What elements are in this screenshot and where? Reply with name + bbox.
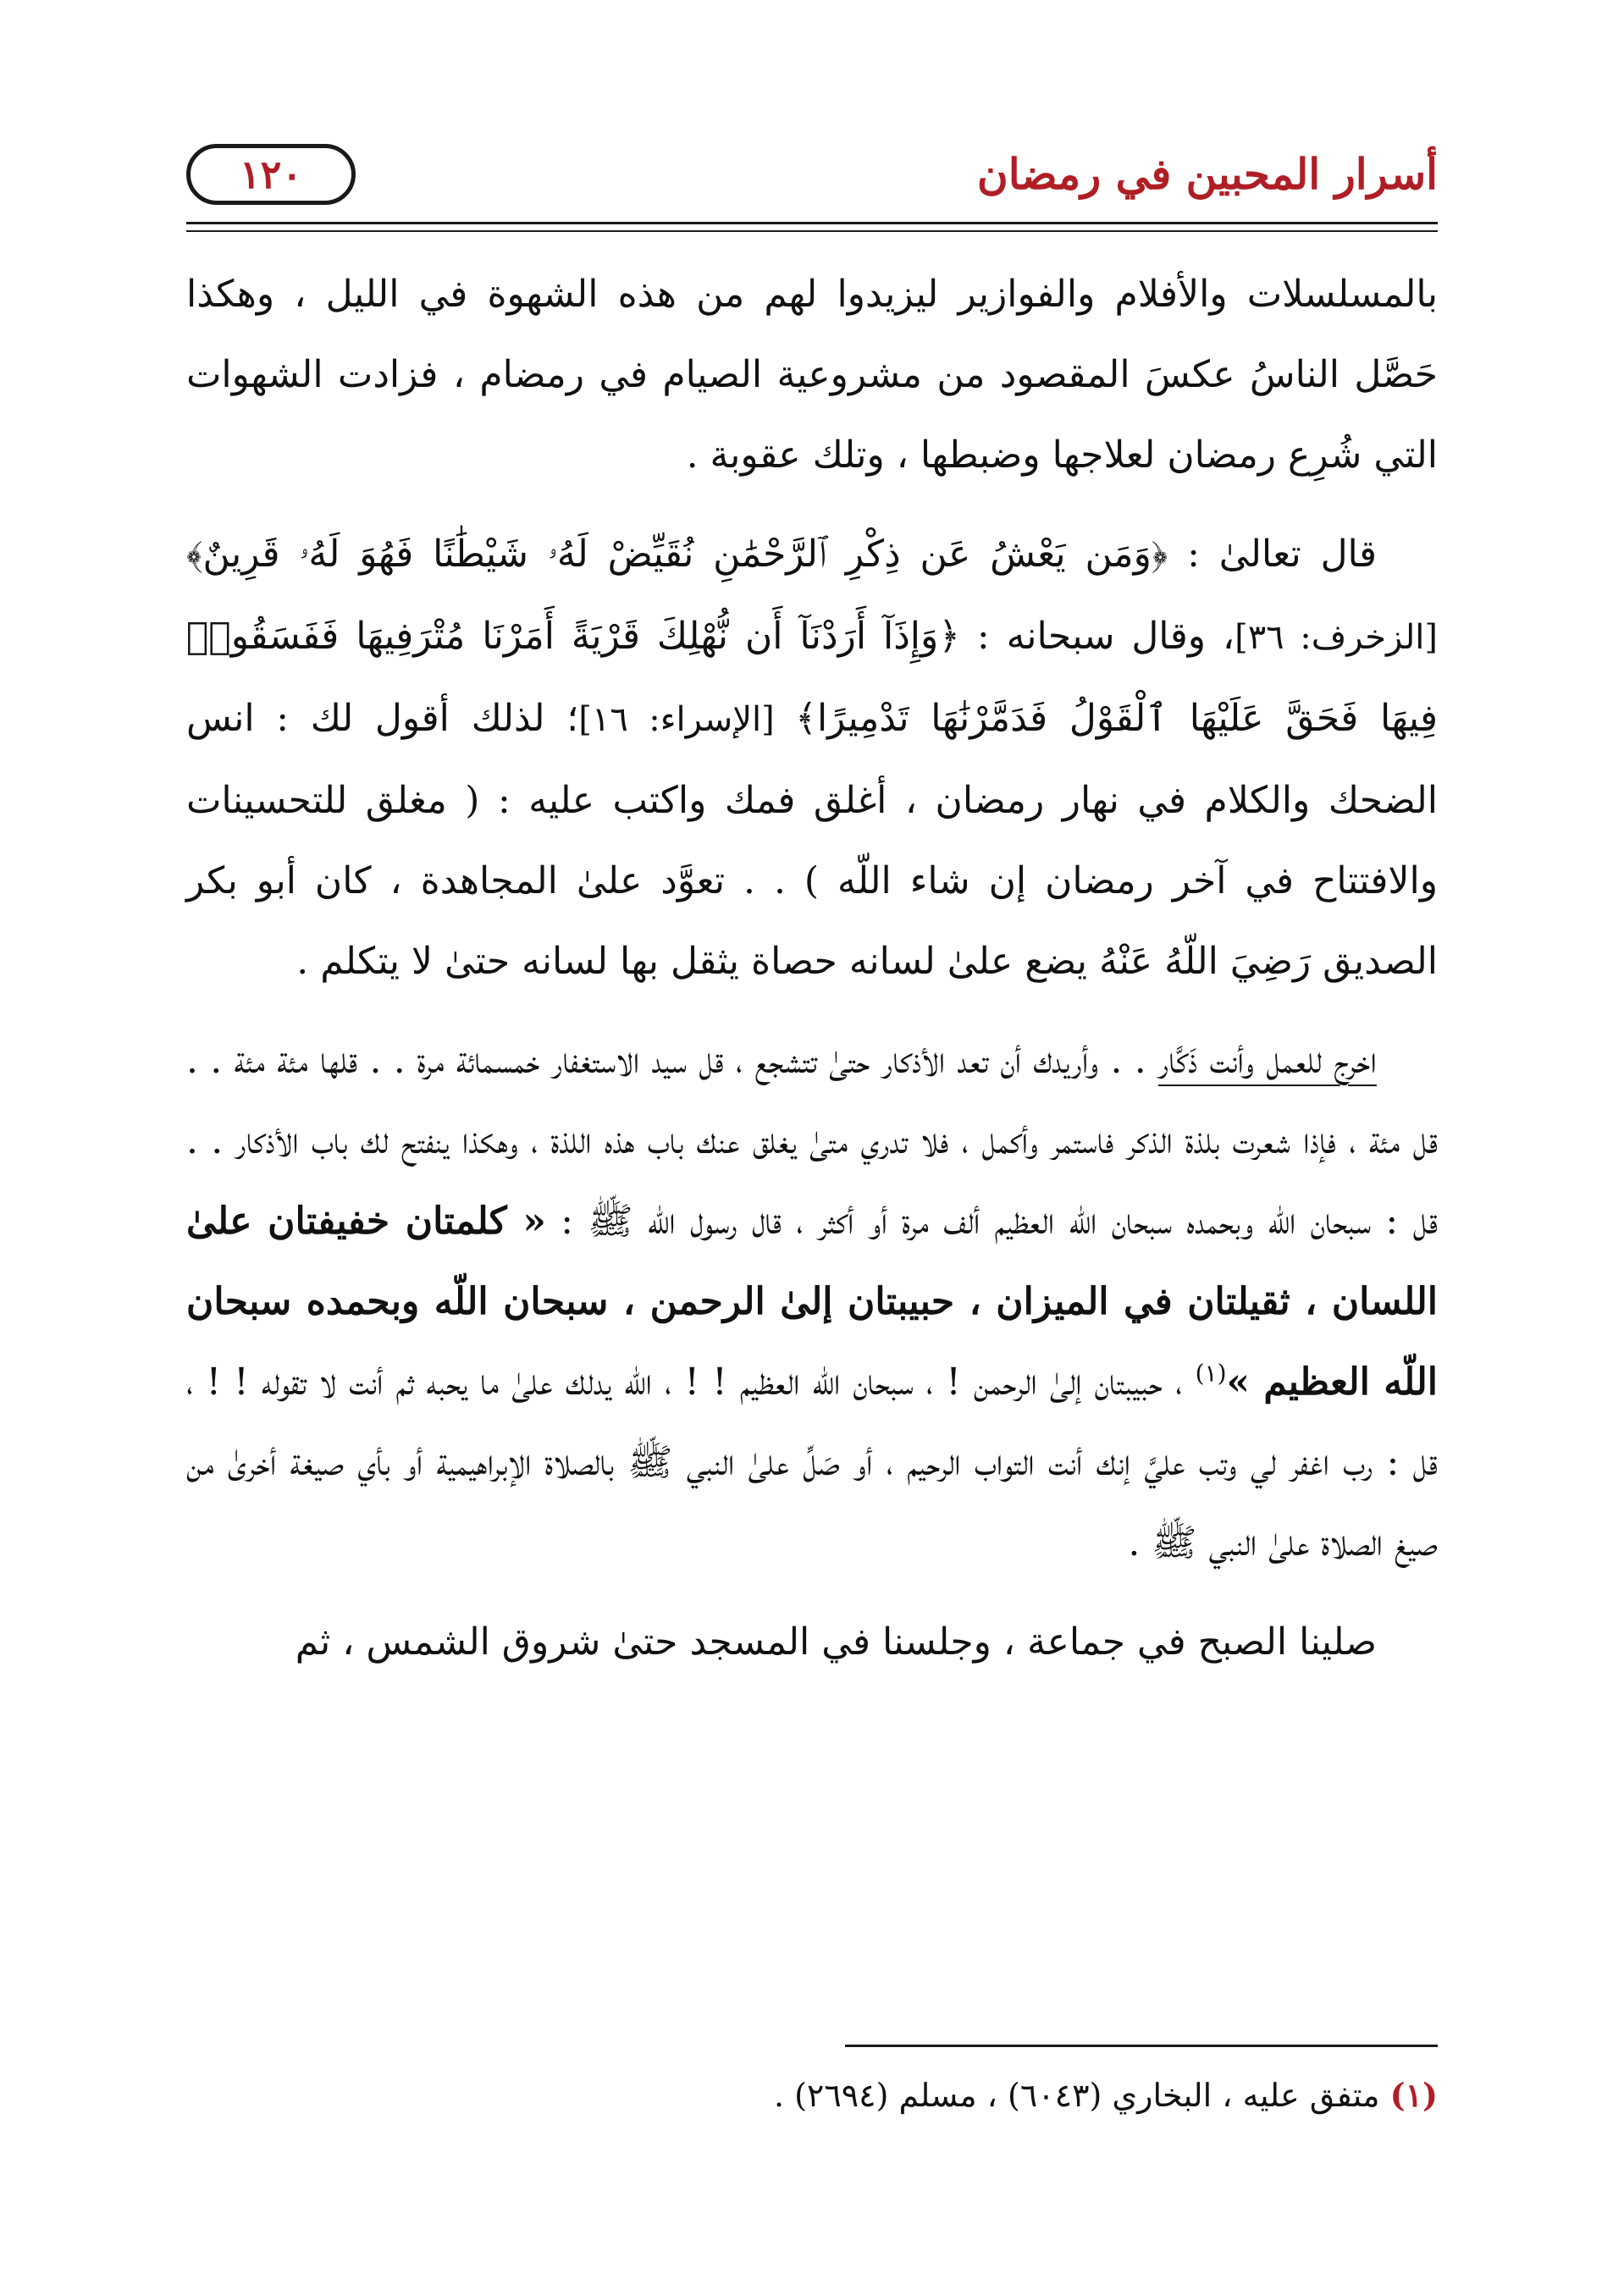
page-header [186,144,1438,229]
footnote-separator [845,2045,1438,2047]
main-text [186,254,1438,1701]
quran-verse-zukhruf: ﴿وَمَن يَعْشُ عَن ذِكْرِ ٱلرَّحْمَٰنِ نُقَيِّضْ لَهُۥ شَيْطَٰنًا فَهُوَ لَهُۥ قَرِينٌ﴾ [186,533,1168,576]
running-title: أسرار المحبين في رمضان [977,149,1438,199]
paragraph-2-mid: ، وقال سبحانه : [960,615,1235,658]
header-rule-top [186,222,1438,224]
section-heading: اخرج للعمل وأنت ذَكَّار [1157,1039,1377,1082]
paragraph-2-rest: ؛ لذلك أقول لك : انس الضحك والكلام في نهار رمضان ، أغلق فمك واكتب عليه : ( مغلق للتحسينات والافتتاح في آخر رمضان إن شاء اللّه ) . . تعوَّد علىٰ المجاهدة ، كان أبو بكر الصديق رَضِيَ اللّهُ عَنْهُ يضع علىٰ لسانه حصاة يثقل بها لسانه حتىٰ لا يتكلم . [186,697,1438,983]
verse-reference-isra: [الإسراء: ١٦] [578,700,796,739]
footnote-1 [186,2066,1438,2125]
hadith-quote: « كلمتان خفيفتان علىٰ اللسان ، ثقيلتان في الميزان ، حبيبتان إلىٰ الرحمن ، سبحان اللّه وبحمده سبحان اللّه العظيم » [186,1200,1439,1404]
paragraph-1: بالمسلسلات والأفلام والفوازير ليزيدوا لهم من هذه الشهوة في الليل ، وهكذا حَصَّل الناسُ عكسَ المقصود من مشروعية الصيام في رمضام ، فزادت الشهوات التي شُرِع رمضان لعلاجها وضبطها ، وتلك عقوبة . [186,273,1438,477]
paragraph-2 [186,514,1438,1002]
paragraph-3 [186,1020,1438,1583]
page-number-badge: ١٢٠ [186,144,356,205]
footnote-number: (١) [1389,2076,1438,2114]
verse-reference-zukhruf: [الزخرف: ٣٦] [1235,618,1438,657]
paragraph-4: صلينا الصبح في جماعة ، وجلسنا في المسجد حتىٰ شروق الشمس ، ثم [295,1620,1377,1664]
header-rule-bottom [186,230,1438,232]
footnote-text: متفق عليه ، البخاري (٦٠٤٣) ، مسلم (٢٦٩٤) . [773,2077,1390,2114]
paragraph-2-intro: قال تعالىٰ : [1168,533,1377,576]
quran-verse-isra: ﴿وَإِذَآ أَرَدْنَآ أَن نُّهْلِكَ قَرْيَةً أَمَرْنَا مُتْرَفِيهَا فَفَسَقُوا۟ فِيهَا فَحَقَّ عَلَيْهَا ٱلْقَوْلُ فَدَمَّرْنَٰهَا تَدْمِيرًا﴾ [186,615,1439,740]
paragraph-3-text-1: . . وأريدك أن تعد الأذكار حتىٰ تتشجع ، قل سيد الاستغفار خمسمائة مرة . . قلها مئة مئة . . قل مئة ، فإذا شعرت بلذة الذكر فاستمر وأكمل ، فلا تدري متىٰ يغلق عنك باب هذه اللذة ، وهكذا ينفتح لك باب الأذكار . . قل : سبحان اللّه وبحمده سبحان اللّه العظيم ألف مرة أو أكثر ، قال رسول اللّه ﷺ : [186,1039,1438,1243]
footnote-marker[interactable]: (١) [1195,1359,1227,1388]
paragraph-3-text-2: ، حبيبتان إلىٰ الرحمن ! ، سبحان اللّه العظيم ! ! ، اللّه يدلك علىٰ ما يحبه ثم أنت لا تقوله ! ! ، قل : رب اغفر لي وتب عليَّ إنك أنت التواب الرحيم ، أو صَلِّ علىٰ النبي ﷺ بالصلاة الإبراهيمية أو بأي صيغة أخرىٰ من صيغ الصلاة علىٰ النبي ﷺ . [186,1360,1438,1565]
